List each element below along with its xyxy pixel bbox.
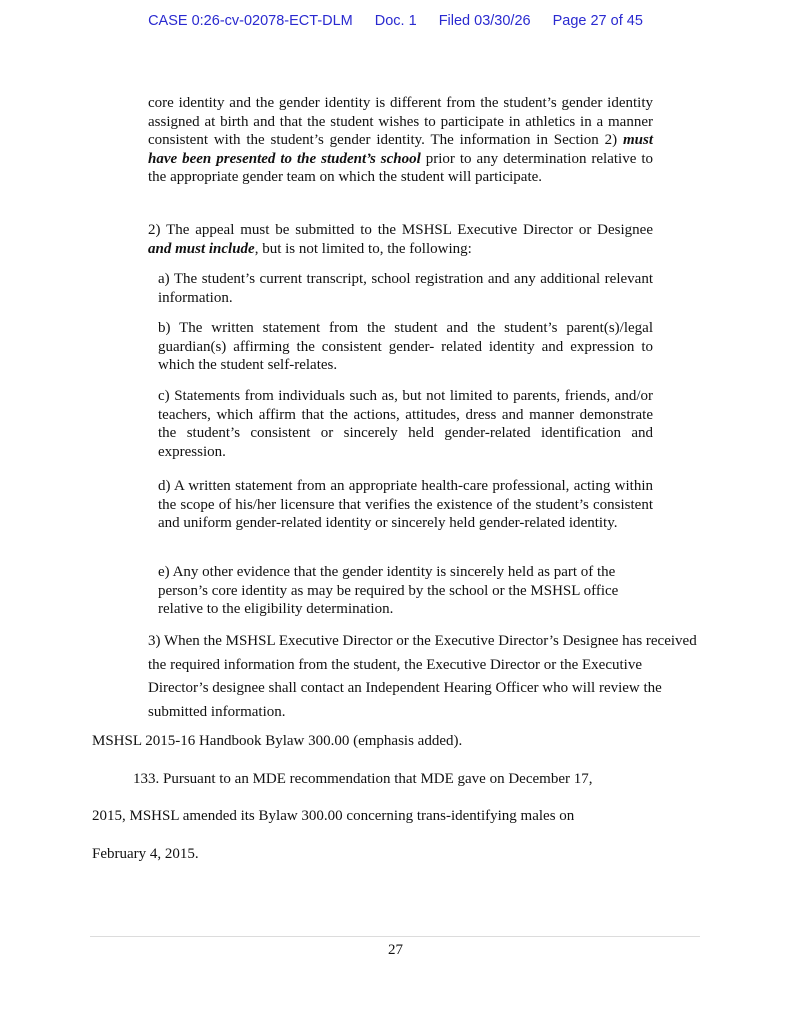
quote-text: 2) The appeal must be submitted to the MSHSL Executive Director or Designee — [148, 222, 653, 238]
emphasis-text: and must include — [148, 240, 255, 257]
quote-paragraph-2 — [148, 221, 653, 258]
paragraph-133-line-2: 2015, MSHSL amended its Bylaw 300.00 concerning trans-identifying males on — [92, 808, 575, 824]
list-item-d: d) A written statement from an appropriate health-care professional, acting within the scope of his/her licensure that verifies the existence of the student’s consistent and uniform gender-related identity or sincerely held gender-related identity. — [158, 478, 653, 531]
case-number: CASE 0:26-cv-02078-ECT-DLM — [148, 13, 353, 29]
filed-date: Filed 03/30/26 — [438, 13, 531, 29]
citation: MSHSL 2015-16 Handbook Bylaw 300.00 (emphasis added). — [92, 733, 463, 749]
quote-paragraph-3: 3) When the MSHSL Executive Director or the Executive Director’s Designee has received the required information from the student, the Executive Director or the Executive Director’s designee shall contact an Independent Hearing Officer who will review the submitted information. — [148, 633, 697, 720]
case-header — [0, 13, 791, 29]
quote-text: prior to any determination relative to the appropriate gender team on which the student will participate. — [148, 150, 653, 185]
list-item-c: c) Statements from individuals such as, but not limited to parents, friends, and/or teachers, which affirm that the actions, attitudes, dress and manner demonstrate the student’s consistent or sincerely held gender-related identification and expression. — [158, 388, 653, 460]
page-indicator: Page 27 of 45 — [552, 13, 643, 29]
paragraph-133-line-1: 133. Pursuant to an MDE recommendation that MDE gave on December 17, — [133, 771, 593, 787]
list-item-b: b) The written statement from the student and the student’s parent(s)/legal guardian(s) affirming the consistent gender- related identity and expression to which the student self-relates. — [158, 320, 653, 373]
footer-divider — [90, 936, 700, 937]
emphasis-text: must have been presented to the student’s school — [148, 132, 653, 167]
list-item-a: a) The student’s current transcript, school registration and any additional relevant information. — [158, 271, 653, 306]
page-number: 27 — [388, 942, 403, 958]
quote-paragraph-1 — [148, 94, 653, 187]
quote-text: core identity and the gender identity is different from the student’s gender identity assigned at birth and that the student wishes to participate in athletics in a manner consistent with the student’s gender identity. The information in Section 2) — [148, 95, 653, 148]
list-item-e: e) Any other evidence that the gender identity is sincerely held as part of the person’s core identity as may be required by the school or the MSHSL office relative to the eligibility determination. — [158, 564, 619, 617]
quote-text: , but is not limited to, the following: — [254, 240, 472, 257]
paragraph-133-line-3: February 4, 2015. — [92, 846, 199, 862]
doc-number: Doc. 1 — [374, 13, 417, 29]
